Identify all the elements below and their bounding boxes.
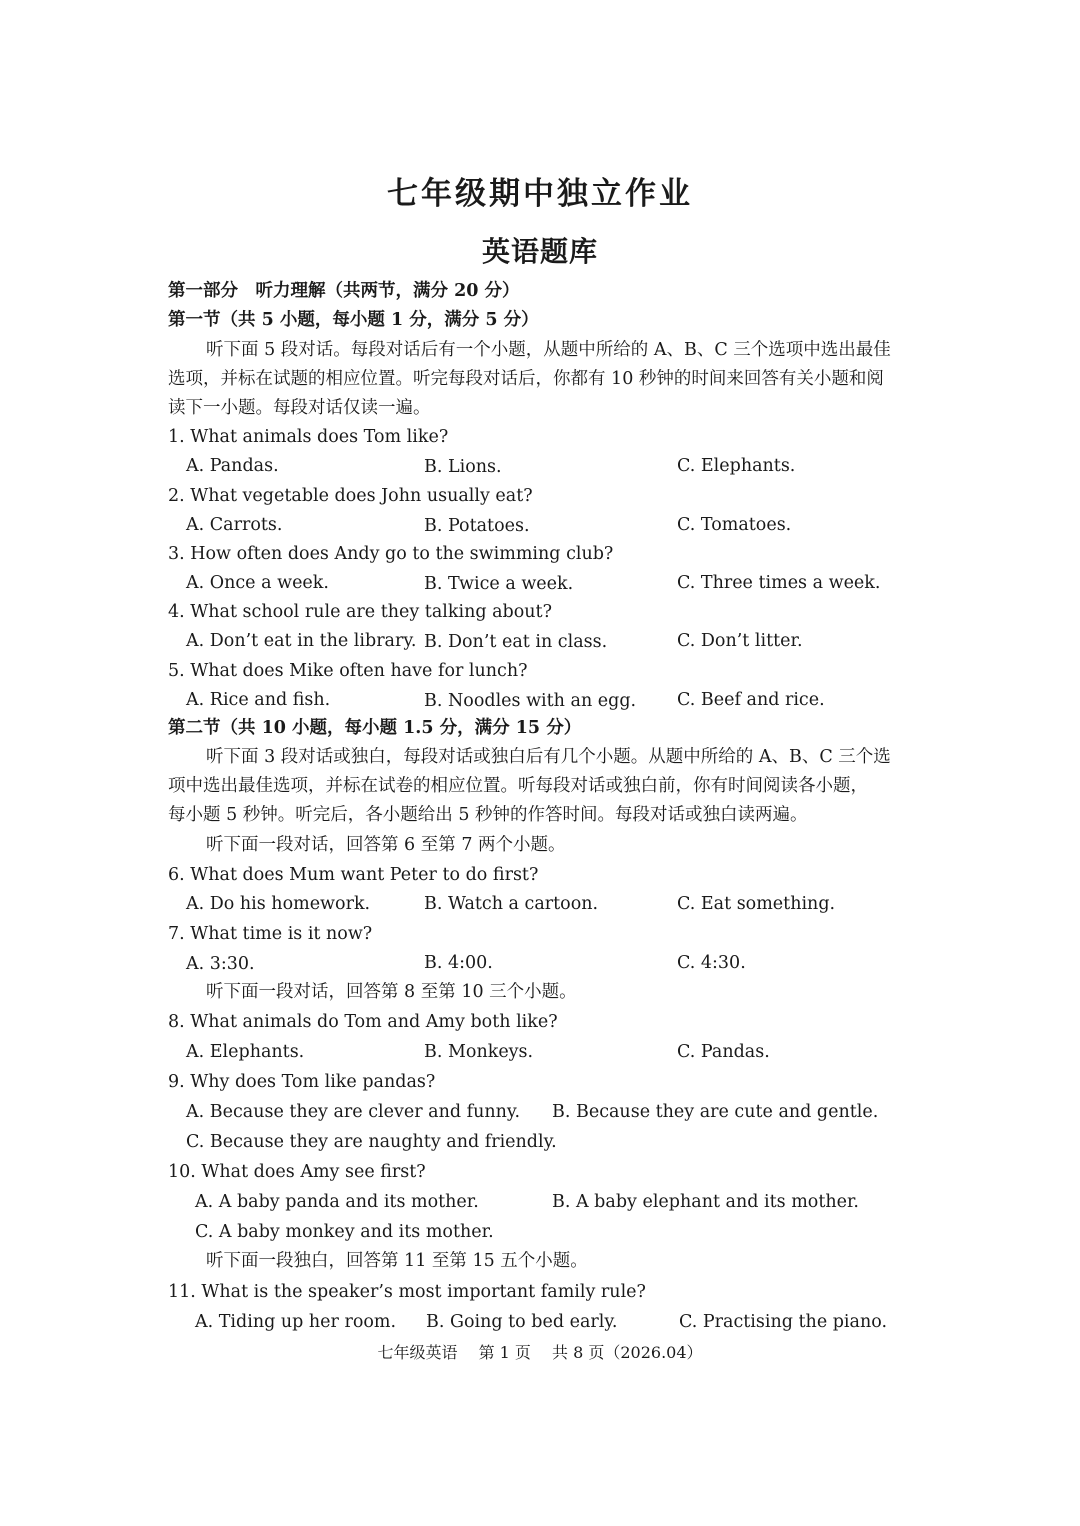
section2-instruction-line: 听下面 3 段对话或独白，每段对话或独白后有几个小题。从题中所给的 A、B、C 三个选 <box>206 747 891 767</box>
section2-instruction-line: 每小题 5 秒钟。听完后，各小题给出 5 秒钟的作答时间。每段对话或独白读两遍。 <box>168 805 808 825</box>
question-stem: 9. Why does Tom like pandas? <box>168 1072 436 1092</box>
option-a: A. Because they are clever and funny. <box>186 1102 521 1122</box>
listen-instruction: 听下面一段对话，回答第 8 至第 10 三个小题。 <box>206 982 577 1002</box>
option-a: A. Carrots. <box>186 515 283 535</box>
option-c: C. A baby monkey and its mother. <box>195 1222 494 1242</box>
option-c: C. Beef and rice. <box>677 690 825 710</box>
option-a: A. Do his homework. <box>186 894 371 914</box>
footer-page-number: 第 1 页 <box>478 1343 531 1362</box>
option-c: C. Elephants. <box>677 456 796 476</box>
section1-instruction-line: 听下面 5 段对话。每段对话后有一个小题，从题中所给的 A、B、C 三个选项中选出最佳 <box>206 340 891 360</box>
part1-heading: 第一部分 听力理解（共两节，满分 20 分） <box>168 281 520 301</box>
question-stem: 8. What animals do Tom and Amy both like? <box>168 1012 558 1032</box>
option-b: B. Monkeys. <box>424 1042 534 1062</box>
option-a: A. Pandas. <box>186 456 279 476</box>
option-b: B. Twice a week. <box>424 574 574 594</box>
listen-instruction: 听下面一段独白，回答第 11 至第 15 五个小题。 <box>206 1251 588 1271</box>
question-stem: 5. What does Mike often have for lunch? <box>168 661 528 681</box>
option-b: B. Don’t eat in class. <box>424 632 608 652</box>
option-b: B. A baby elephant and its mother. <box>552 1192 859 1212</box>
option-c: C. Don’t litter. <box>677 631 803 651</box>
section2-instruction-line: 项中选出最佳选项，并标在试卷的相应位置。听每段对话或独白前，你有时间阅读各小题， <box>168 776 868 796</box>
option-b: B. Lions. <box>424 457 502 477</box>
option-b: B. Because they are cute and gentle. <box>552 1102 879 1122</box>
question-stem: 10. What does Amy see first? <box>168 1162 426 1182</box>
option-a: A. Don’t eat in the library. <box>186 631 417 651</box>
footer-total-pages: 共 8 页（2026.04） <box>552 1343 703 1362</box>
option-c: C. Eat something. <box>677 894 836 914</box>
question-stem: 11. What is the speaker’s most important family rule? <box>168 1282 646 1302</box>
option-b: B. 4:00. <box>424 953 493 973</box>
option-a: A. Tiding up her room. <box>195 1312 397 1332</box>
question-stem: 2. What vegetable does John usually eat? <box>168 486 533 506</box>
option-a: A. Elephants. <box>186 1042 305 1062</box>
question-stem: 7. What time is it now? <box>168 924 373 944</box>
section2-heading: 第二节（共 10 小题，每小题 1.5 分，满分 15 分） <box>168 718 582 738</box>
option-c: C. Pandas. <box>677 1042 770 1062</box>
option-a: A. Once a week. <box>186 573 329 593</box>
option-b: B. Noodles with an egg. <box>424 691 637 711</box>
option-b: B. Watch a cartoon. <box>424 894 599 914</box>
question-stem: 1. What animals does Tom like? <box>168 427 449 447</box>
section1-instruction-line: 读下一小题。每段对话仅读一遍。 <box>168 398 431 418</box>
option-a: A. A baby panda and its mother. <box>195 1192 479 1212</box>
question-stem: 4. What school rule are they talking about? <box>168 602 552 622</box>
option-a: A. 3:30. <box>186 954 255 974</box>
option-c: C. 4:30. <box>677 953 746 973</box>
option-c: C. Three times a week. <box>677 573 881 593</box>
option-b: B. Going to bed early. <box>426 1312 618 1332</box>
option-c: C. Tomatoes. <box>677 515 792 535</box>
page-footer <box>0 1340 1080 1363</box>
question-stem: 3. How often does Andy go to the swimming club? <box>168 544 614 564</box>
section1-heading: 第一节（共 5 小题，每小题 1 分，满分 5 分） <box>168 310 539 330</box>
section1-instruction-line: 选项，并标在试题的相应位置。听完每段对话后，你都有 10 秒钟的时间来回答有关小题和阅 <box>168 369 884 389</box>
option-c: C. Practising the piano. <box>679 1312 888 1332</box>
exam-subtitle: 英语题库 <box>481 235 598 268</box>
listen-instruction: 听下面一段对话，回答第 6 至第 7 两个小题。 <box>206 835 566 855</box>
footer-subject: 七年级英语 <box>377 1343 458 1362</box>
exam-title: 七年级期中独立作业 <box>387 176 693 212</box>
question-stem: 6. What does Mum want Peter to do first? <box>168 865 539 885</box>
option-a: A. Rice and fish. <box>186 690 331 710</box>
option-b: B. Potatoes. <box>424 516 530 536</box>
option-c: C. Because they are naughty and friendly. <box>186 1132 557 1152</box>
